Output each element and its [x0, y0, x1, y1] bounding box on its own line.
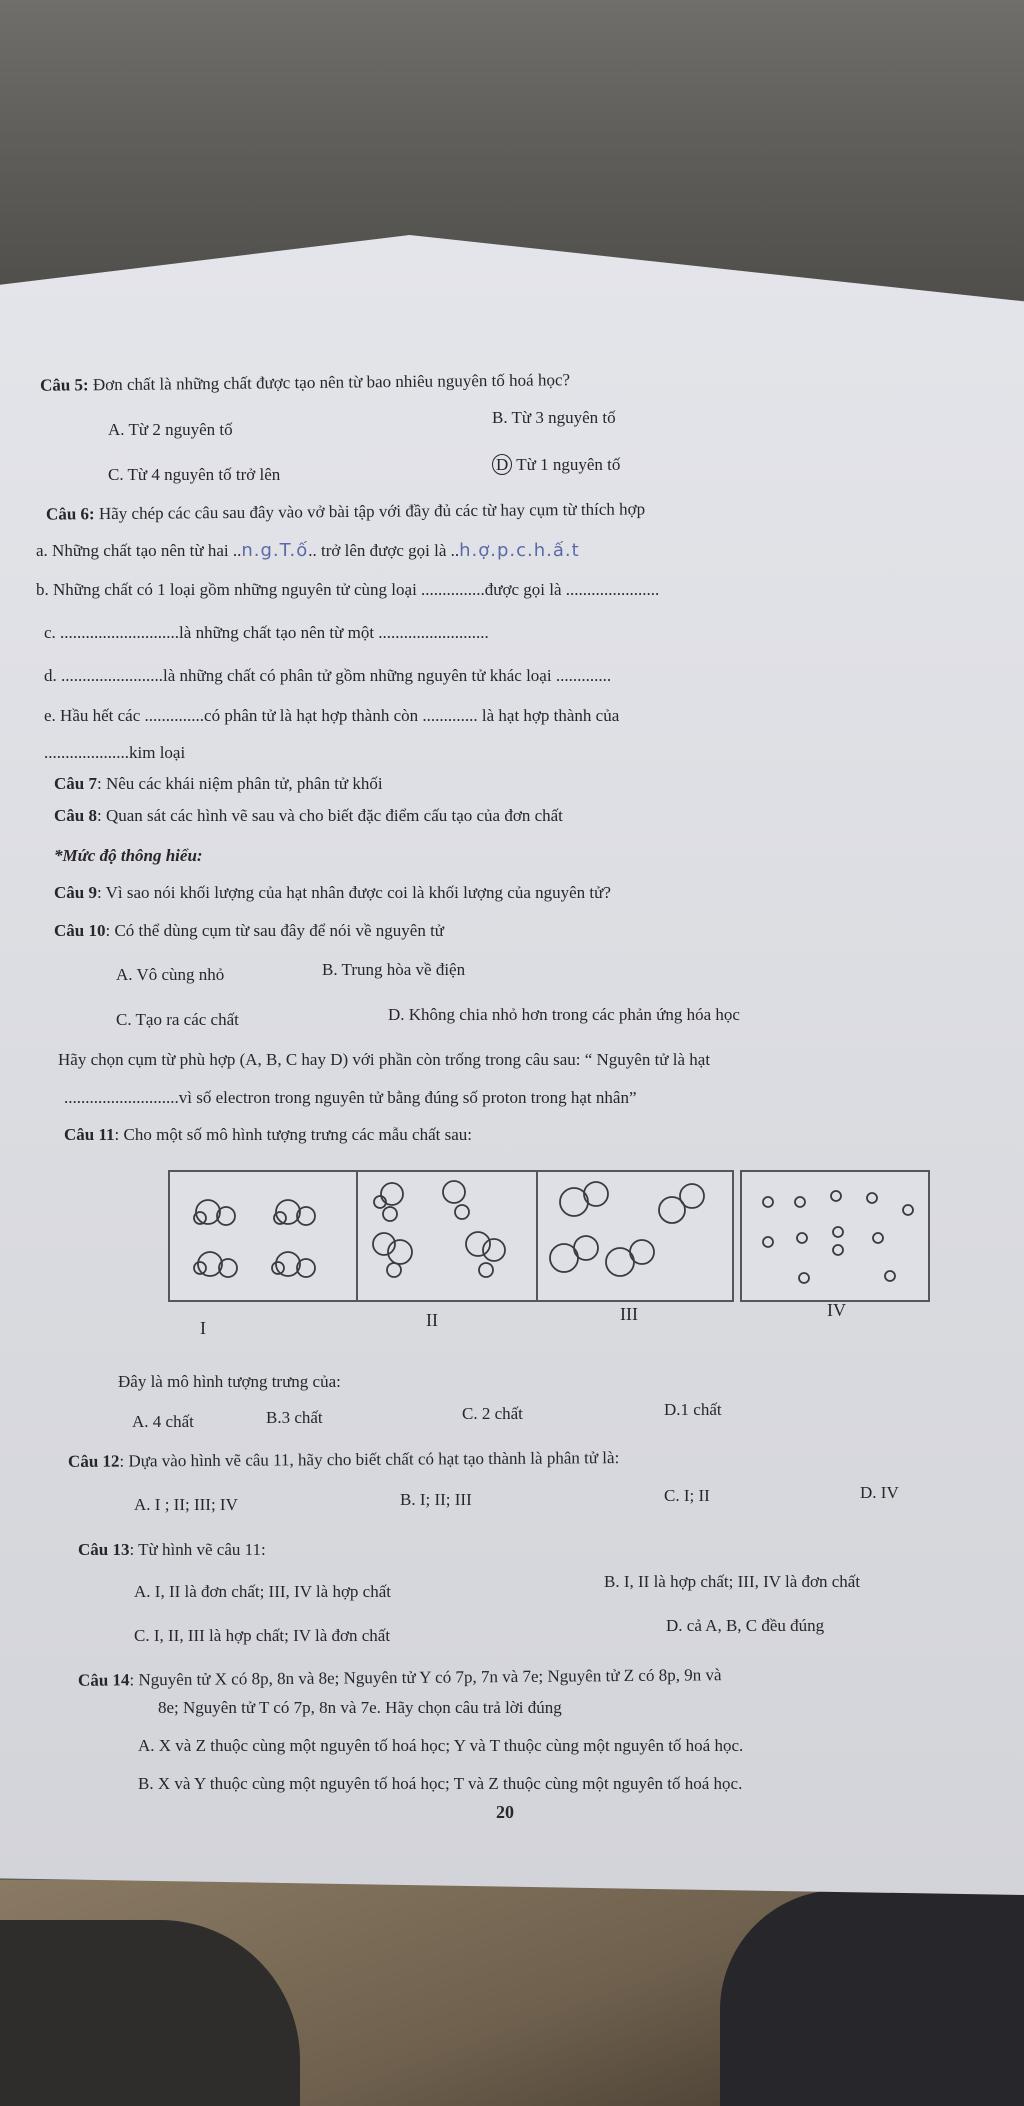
model-panel-II: [356, 1170, 538, 1302]
q10-option-c: C. Tạo ra các chất: [116, 1010, 239, 1029]
q10-prompt-line2: ...........................vì số electron trong nguyên tử bằng đúng số proton trong hạt nhân”: [64, 1088, 637, 1107]
q6-item-e-line2: ....................kim loại: [44, 743, 186, 762]
q14-stem-line2: 8e; Nguyên tử T có 7p, 8n và 7e. Hãy chọn câu trả lời đúng: [158, 1698, 562, 1717]
q11-option-d: D.1 chất: [664, 1400, 722, 1419]
q13-option-d: D. cả A, B, C đều đúng: [666, 1616, 825, 1635]
q11-stem: Câu 11: Cho một số mô hình tượng trưng các mẫu chất sau:: [64, 1125, 472, 1144]
q13-option-c: C. I, II, III là hợp chất; IV là đơn chất: [134, 1626, 391, 1645]
q10-stem: Câu 10: Có thể dùng cụm từ sau đây để nói về nguyên tử: [54, 921, 445, 940]
atom-model-IV: [742, 1172, 928, 1300]
q12-stem: Câu 12: Dựa vào hình vẽ câu 11, hãy cho biết chất có hạt tạo thành là phân tử là:: [67, 1448, 620, 1471]
q8: Câu 8: Quan sát các hình vẽ sau và cho biết đặc điểm cấu tạo của đơn chất: [54, 806, 563, 825]
q7: Câu 7: Nêu các khái niệm phân tử, phân tử khối: [54, 774, 383, 793]
q14-option-a: A. X và Z thuộc cùng một nguyên tố hoá học; Y và T thuộc cùng một nguyên tố hoá học.: [138, 1736, 744, 1755]
handwritten-answer: n.g.T.ố: [241, 540, 309, 561]
q14-stem: Câu 14: Nguyên tử X có 8p, 8n và 8e; Nguyên tử Y có 7p, 7n và 7e; Nguyên tử Z có 8p, 9n và: [77, 1665, 722, 1690]
q13-option-a: A. I, II là đơn chất; III, IV là hợp chất: [134, 1582, 391, 1601]
q5-stem: Câu 5: Đơn chất là những chất được tạo nên từ bao nhiêu nguyên tố hoá học?: [39, 370, 571, 395]
q10-option-a: A. Vô cùng nhỏ: [116, 965, 225, 984]
q11-option-b: B.3 chất: [266, 1408, 323, 1427]
q12-option-a: A. I ; II; III; IV: [134, 1495, 238, 1514]
page-number: 20: [496, 1802, 514, 1822]
panel-label-II: II: [426, 1310, 438, 1330]
panel-label-III: III: [620, 1304, 638, 1324]
molecule-model-I: [170, 1172, 356, 1300]
level-heading: *Mức độ thông hiểu:: [54, 846, 203, 865]
q6-stem: Câu 6: Hãy chép các câu sau đây vào vở bài tập với đầy đủ các từ hay cụm từ thích hợp: [45, 499, 646, 524]
model-panel-I: [168, 1170, 358, 1302]
q5-option-d: D Từ 1 nguyên tố: [492, 455, 620, 475]
q6-item-c: c. ............................là những chất tạo nên từ một ..........................: [44, 623, 489, 642]
worksheet-page: [22, 290, 972, 1880]
q10-option-b: B. Trung hòa về điện: [322, 960, 466, 979]
panel-label-I: I: [200, 1318, 206, 1338]
q12-option-b: B. I; II; III: [400, 1490, 472, 1509]
q13-stem: Câu 13: Từ hình vẽ câu 11:: [78, 1540, 266, 1559]
q12-option-c: C. I; II: [664, 1486, 710, 1505]
q11-option-a: A. 4 chất: [132, 1412, 194, 1431]
q11-caption: Đây là mô hình tượng trưng của:: [118, 1372, 341, 1391]
q10-prompt-line1: Hãy chọn cụm từ phù hợp (A, B, C hay D) với phần còn trống trong câu sau: “ Nguyên tử là hạt: [58, 1050, 711, 1069]
handwritten-answer-2: h.ợ.p.c.h.ấ.t: [459, 540, 580, 561]
q5-option-c: C. Từ 4 nguyên tố trở lên: [108, 465, 281, 484]
q6-item-b: b. Những chất có 1 loại gồm những nguyên tử cùng loại ...............được gọi là ......................: [36, 580, 660, 599]
panel-label-IV: IV: [827, 1300, 846, 1320]
q11-option-c: C. 2 chất: [462, 1404, 523, 1423]
circled-answer: D: [492, 454, 512, 475]
q12-option-d: D. IV: [860, 1483, 899, 1502]
q9: Câu 9: Vì sao nói khối lượng của hạt nhân được coi là khối lượng của nguyên tử?: [54, 883, 611, 902]
q10-option-d: D. Không chia nhỏ hơn trong các phản ứng hóa học: [388, 1005, 740, 1024]
model-panel-III: [536, 1170, 734, 1302]
q14-option-b: B. X và Y thuộc cùng một nguyên tố hoá học; T và Z thuộc cùng một nguyên tố hoá học.: [138, 1774, 743, 1793]
q6-item-e-line1: e. Hầu hết các ..............có phân tử là hạt hợp thành còn ............. là hạt hợp thành của: [44, 706, 620, 725]
q6-item-d: d. ........................là những chất có phân tử gồm những nguyên tử khác loại .............: [44, 666, 612, 685]
model-panel-IV: [740, 1170, 930, 1302]
dark-object-right: [720, 1890, 1024, 2106]
q6-item-a: a. Những chất tạo nên từ hai ..n.g.T.ố.. trở lên được gọi là ..h.ợ.p.c.h.ấ.t: [36, 540, 580, 561]
q13-option-b: B. I, II là hợp chất; III, IV là đơn chất: [604, 1572, 861, 1591]
molecule-model-II: [358, 1172, 536, 1300]
q5-option-a: A. Từ 2 nguyên tố: [108, 420, 233, 439]
q5-option-b: B. Từ 3 nguyên tố: [492, 408, 616, 427]
molecule-model-III: [538, 1172, 732, 1300]
